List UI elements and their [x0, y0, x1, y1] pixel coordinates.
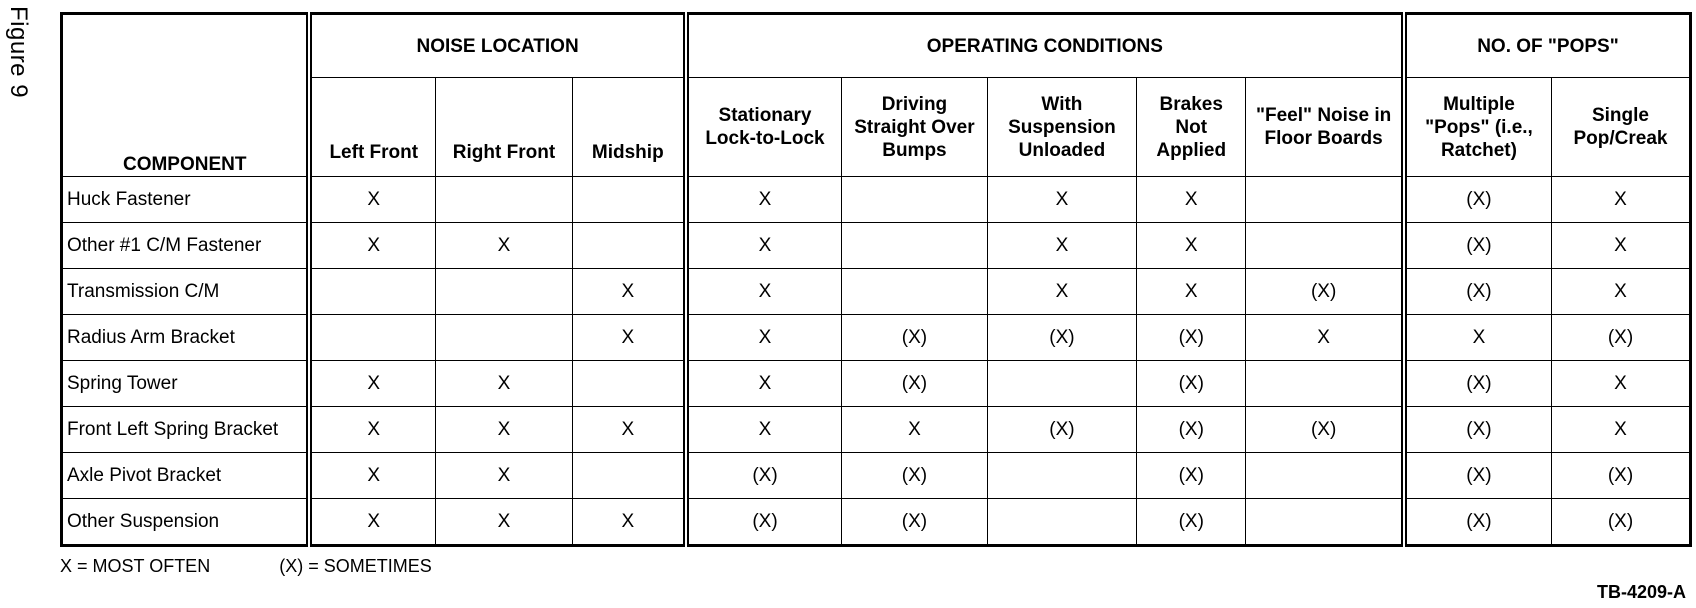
legend-sometimes: (X) = SOMETIMES	[279, 556, 432, 576]
group-header-noise-location: NOISE LOCATION	[309, 14, 685, 78]
table-cell: (X)	[842, 453, 987, 499]
table-cell: (X)	[987, 315, 1137, 361]
table-cell: X	[686, 223, 842, 269]
table-row	[62, 269, 1691, 315]
table-cell: X	[842, 407, 987, 453]
group-header-operating-conditions: OPERATING CONDITIONS	[686, 14, 1404, 78]
table-cell: X	[987, 223, 1137, 269]
table-cell: X	[1137, 269, 1246, 315]
col-brakes-not-applied: Brakes Not Applied	[1137, 78, 1246, 177]
col-midship: Midship	[572, 78, 685, 177]
row-component: Radius Arm Bracket	[62, 315, 310, 361]
row-component: Transmission C/M	[62, 269, 310, 315]
table-cell: (X)	[1404, 407, 1552, 453]
table-cell: X	[309, 453, 435, 499]
row-component: Huck Fastener	[62, 177, 310, 223]
col-feel-noise-floor-boards: "Feel" Noise in Floor Boards	[1246, 78, 1404, 177]
table-cell: X	[1404, 315, 1552, 361]
table-row	[62, 499, 1691, 546]
group-header-pops: NO. OF "POPS"	[1404, 14, 1691, 78]
table-cell: (X)	[1404, 361, 1552, 407]
table-cell: X	[686, 361, 842, 407]
col-with-suspension-unloaded: With Suspension Unloaded	[987, 78, 1137, 177]
table-cell: (X)	[1137, 315, 1246, 361]
table-cell: X	[572, 499, 685, 546]
table-cell	[987, 499, 1137, 546]
table-cell	[842, 269, 987, 315]
table-cell: (X)	[987, 407, 1137, 453]
table-cell	[309, 269, 435, 315]
table-cell: (X)	[1137, 361, 1246, 407]
table-cell: X	[686, 177, 842, 223]
table-cell: X	[1137, 177, 1246, 223]
table-cell: X	[436, 407, 573, 453]
table-cell: X	[309, 177, 435, 223]
col-multiple-pops: Multiple "Pops" (i.e., Ratchet)	[1404, 78, 1552, 177]
table-cell: X	[1551, 223, 1690, 269]
figure-code: TB-4209-A	[1596, 582, 1686, 602]
table-cell	[436, 177, 573, 223]
table-cell: (X)	[842, 499, 987, 546]
table-cell: (X)	[1551, 453, 1690, 499]
table-cell	[309, 315, 435, 361]
table-cell: X	[1137, 223, 1246, 269]
col-stationary-lock-to-lock: Stationary Lock-to-Lock	[686, 78, 842, 177]
table-cell: X	[686, 315, 842, 361]
table-row	[62, 223, 1691, 269]
table-row	[62, 177, 1691, 223]
figure-label: Figure 9	[5, 6, 32, 99]
table-cell: X	[309, 499, 435, 546]
table-cell	[572, 453, 685, 499]
row-component: Spring Tower	[62, 361, 310, 407]
table-row	[62, 453, 1691, 499]
table-cell: (X)	[1404, 223, 1552, 269]
table-cell: (X)	[842, 315, 987, 361]
table-cell: (X)	[1137, 407, 1246, 453]
table-cell	[1246, 499, 1404, 546]
table-cell	[842, 223, 987, 269]
table-cell: X	[987, 269, 1137, 315]
table-cell: (X)	[1137, 499, 1246, 546]
table-cell	[842, 177, 987, 223]
table-cell: X	[987, 177, 1137, 223]
col-driving-straight-over-bumps: Driving Straight Over Bumps	[842, 78, 987, 177]
col-single-pop-creak: Single Pop/Creak	[1551, 78, 1690, 177]
table-cell: X	[1551, 269, 1690, 315]
table-row	[62, 407, 1691, 453]
table-cell: X	[436, 223, 573, 269]
table-cell	[572, 361, 685, 407]
table-cell: X	[572, 315, 685, 361]
legend-most-often: X = MOST OFTEN	[60, 556, 211, 576]
table-cell: (X)	[1404, 499, 1552, 546]
table-cell: X	[686, 269, 842, 315]
table-cell: (X)	[686, 499, 842, 546]
row-component: Other Suspension	[62, 499, 310, 546]
table-cell: (X)	[1404, 269, 1552, 315]
table-cell	[1246, 223, 1404, 269]
table-cell: X	[436, 499, 573, 546]
table-cell: X	[309, 223, 435, 269]
legend	[60, 556, 496, 577]
table-cell	[987, 453, 1137, 499]
row-component: Other #1 C/M Fastener	[62, 223, 310, 269]
component-header: COMPONENT	[62, 14, 310, 177]
table-cell: X	[436, 453, 573, 499]
col-right-front: Right Front	[436, 78, 573, 177]
table-cell: (X)	[1551, 499, 1690, 546]
table-cell: X	[309, 407, 435, 453]
diagnosis-table-container	[60, 12, 1692, 547]
table-row	[62, 361, 1691, 407]
table-cell: (X)	[1246, 407, 1404, 453]
table-cell: (X)	[686, 453, 842, 499]
table-cell: (X)	[1404, 177, 1552, 223]
table-cell: X	[1551, 361, 1690, 407]
table-cell	[572, 177, 685, 223]
table-cell: X	[1551, 407, 1690, 453]
table-cell: (X)	[1551, 315, 1690, 361]
table-cell	[1246, 361, 1404, 407]
table-cell	[987, 361, 1137, 407]
table-cell: (X)	[842, 361, 987, 407]
table-cell: X	[436, 361, 573, 407]
group-header-row	[62, 14, 1691, 78]
table-cell: X	[1246, 315, 1404, 361]
table-row	[62, 315, 1691, 361]
row-component: Axle Pivot Bracket	[62, 453, 310, 499]
table-cell	[1246, 453, 1404, 499]
table-cell	[572, 223, 685, 269]
diagnosis-table	[60, 12, 1692, 547]
table-cell: X	[1551, 177, 1690, 223]
table-cell: X	[309, 361, 435, 407]
table-cell	[436, 269, 573, 315]
table-cell: X	[572, 407, 685, 453]
row-component: Front Left Spring Bracket	[62, 407, 310, 453]
table-cell	[436, 315, 573, 361]
table-cell	[1246, 177, 1404, 223]
table-cell: X	[686, 407, 842, 453]
table-cell: (X)	[1137, 453, 1246, 499]
table-cell: (X)	[1404, 453, 1552, 499]
col-left-front: Left Front	[309, 78, 435, 177]
table-cell: X	[572, 269, 685, 315]
table-cell: (X)	[1246, 269, 1404, 315]
